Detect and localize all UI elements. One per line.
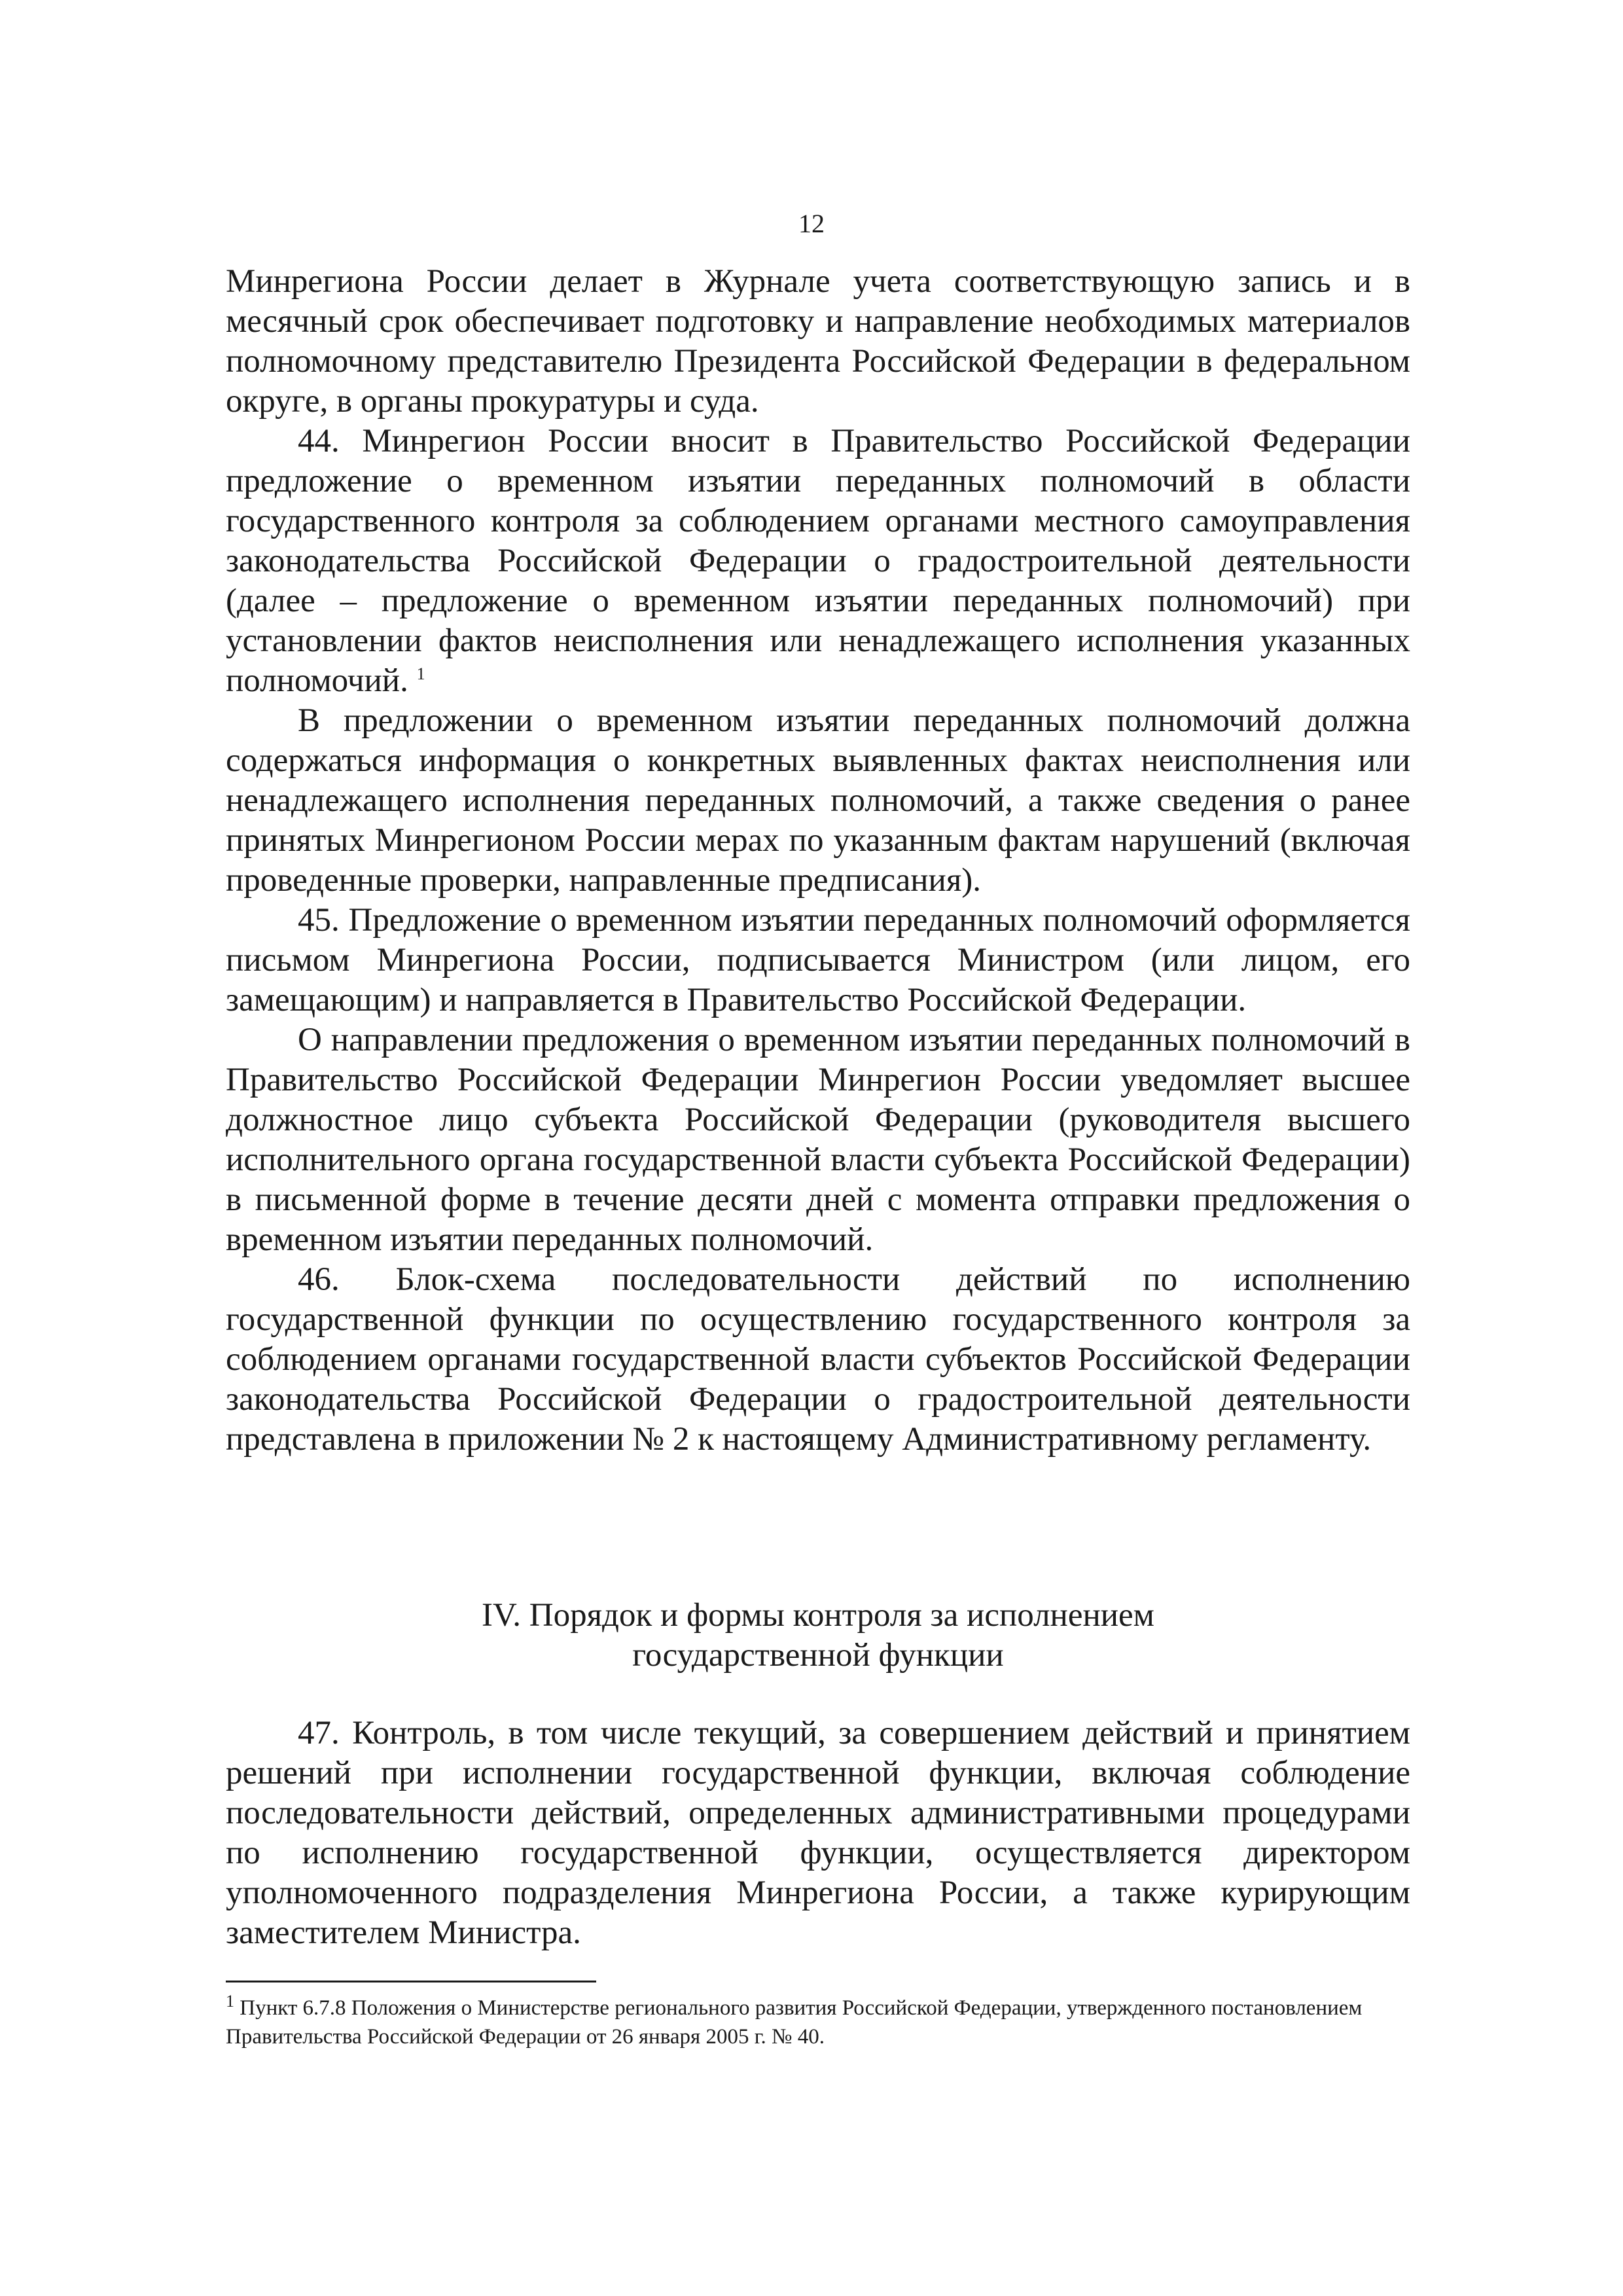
- section-heading: [226, 1596, 1410, 1676]
- paragraph-45-notification: О направлении предложения о временном изъятии переданных полномочий в Правительство Российской Федерации Минрегион России уведомляет высшее должностное лицо субъекта Российской Федерации (руководителя высшего исполнительного органа государственной власти субъекта Российской Федерации) в письменной форме в течение десяти дней с момента отправки предложения о временном изъятии переданных полномочий.: [226, 1022, 1410, 1258]
- section-heading-line-1: IV. Порядок и формы контроля за исполнением: [482, 1597, 1154, 1634]
- body-text-section-4: [226, 1713, 1410, 1953]
- section-heading-line-2: государственной функции: [632, 1637, 1004, 1674]
- footnote-text: Пункт 6.7.8 Положения о Министерстве регионального развития Российской Федерации, утвержденного постановлением Правительства Российской Федерации от 26 января 2005 г. № 40.: [226, 1996, 1363, 2049]
- footnote-marker: 1: [226, 1992, 234, 2011]
- footnote: [226, 1994, 1410, 2051]
- paragraph-44-text: 44. Минрегион России вносит в Правительство Российской Федерации предложение о временном изъятии переданных полномочий в области государственного контроля за соблюдением органами местного самоуправления законодательства Российской Федерации о градостроительной деятельности (далее – предложение о временном изъятии переданных полномочий) при установлении фактов неисполнения или ненадлежащего исполнения указанных полномочий.: [226, 423, 1410, 699]
- footnote-reference[interactable]: 1: [416, 664, 425, 683]
- paragraph-continuation: Минрегиона России делает в Журнале учета соответствующую запись и в месячный срок обеспечивает подготовку и направление необходимых материалов полномочному представителю Президента Российской Федерации в федеральном округе, в органы прокуратуры и суда.: [226, 263, 1410, 420]
- paragraph-44: [226, 422, 1410, 701]
- paragraph-46: 46. Блок-схема последовательности действий по исполнению государственной функции по осуществлению государственного контроля за соблюдением органами государственной власти субъектов Российской Федерации законодательства Российской Федерации о градостроительной деятельности представлена в приложении № 2 к настоящему Административному регламенту.: [226, 1261, 1410, 1458]
- page-number: 12: [798, 209, 825, 238]
- paragraph-44-details: В предложении о временном изъятии переданных полномочий должна содержаться информация о конкретных выявленных фактах неисполнения или ненадлежащего исполнения переданных полномочий, а также сведения о ранее принятых Минрегионом России мерах по указанным фактам нарушений (включая проведенные проверки, направленные предписания).: [226, 702, 1410, 899]
- footnote-divider: [226, 1981, 596, 1982]
- body-text: [226, 262, 1410, 1460]
- paragraph-47: 47. Контроль, в том числе текущий, за совершением действий и принятием решений при исполнении государственной функции, включая соблюдение последовательности действий, определенных административными процедурами по исполнению государственной функции, осуществляется директором уполномоченного подразделения Минрегиона России, а также курирующим заместителем Министра.: [226, 1715, 1410, 1951]
- paragraph-45: 45. Предложение о временном изъятии переданных полномочий оформляется письмом Минрегиона России, подписывается Министром (или лицом, его замещающим) и направляется в Правительство Российской Федерации.: [226, 902, 1410, 1018]
